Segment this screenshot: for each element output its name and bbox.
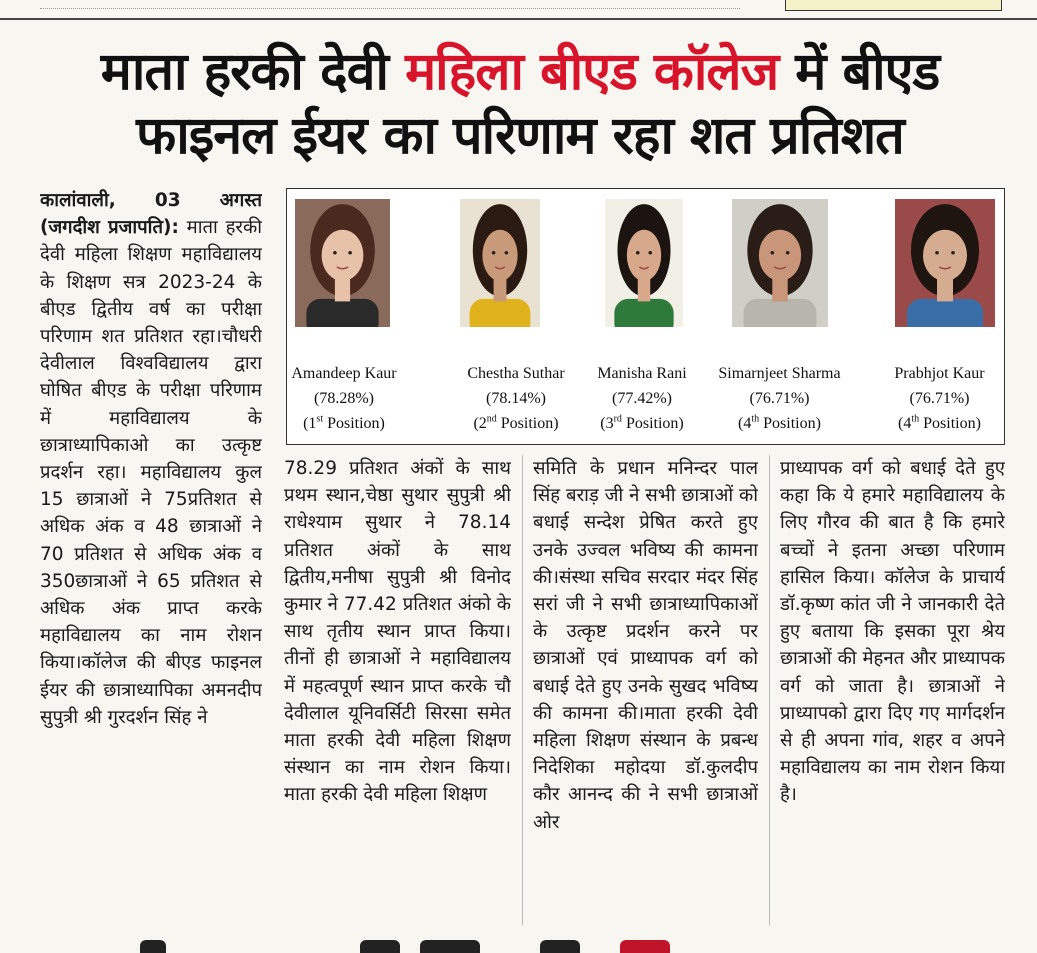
- article-column-1: [40, 187, 262, 927]
- top-right-box: [785, 0, 1002, 11]
- student-photo-icon: [732, 199, 828, 327]
- student-name: Chestha Suthar: [467, 365, 565, 382]
- student-name: Amandeep Kaur: [291, 365, 397, 382]
- student-position: (4th Position): [738, 413, 821, 432]
- student-position: (2nd Position): [473, 413, 559, 432]
- column-1-text: माता हरकी देवी महिला शिक्षण महाविद्यालय के शिक्षण सत्र 2023-24 के बीएड द्वितीय वर्ष का परीक्षा परिणाम शत प्रतिशत रहा।चौधरी देवीलाल विश्वविद्यालय द्वारा घोषित बीएड के परीक्षा परिणाम में महाविद्यालय के छात्राध्यापिकाओ का उत्कृष्ट प्रदर्शन रहा। महाविद्यालय कुल 15 छात्राओं ने 75प्रतिशत से अधिक अंक व 48 छात्राओं ने 70 प्रतिशत से अधिक अंक व 350छात्राओं ने 65 प्रतिशत से अधिक अंक प्राप्त करके महाविद्यालय का नाम रोशन किया।कॉलेज की बीएड फाइनल ईयर की छात्राध्यापिका अमनदीप सुपुत्री श्री गुरदर्शन सिंह ने: [40, 217, 262, 728]
- student-position: (3rd Position): [600, 413, 684, 432]
- top-strip: [0, 0, 1037, 20]
- column-divider: [769, 455, 770, 925]
- student-name: Prabhjot Kaur: [894, 365, 985, 382]
- student-photo-panel: [286, 188, 1005, 445]
- next-headline-edge: [120, 940, 720, 953]
- student-percent: (78.28%): [314, 390, 374, 407]
- student-name: Simarnjeet Sharma: [718, 365, 841, 382]
- headline-part-1: माता हरकी देवी: [100, 42, 406, 102]
- student-caption: [442, 361, 590, 436]
- student-caption: [289, 361, 399, 436]
- student-photo-icon: [605, 199, 683, 327]
- article-column-2: 78.29 प्रतिशत अंकों के साथ प्रथम स्थान,चेष्ठा सुथार सुपुत्री श्री राधेश्याम सुथार ने 78.14 प्रतिशत अंकों के साथ द्वितीय,मनीषा सुपुत्री श्री विनोद कुमार ने 77.42 प्रतिशत अंको के साथ तृतीय स्थान प्राप्त किया। तीनों ही छात्राओं ने महाविद्यालय में महत्वपूर्ण स्थान प्राप्त करके चौ देवीलाल यूनिवर्सिटी सिरसा समेत माता हरकी देवी महिला शिक्षण संस्थान का नाम रोशन किया। माता हरकी देवी महिला शिक्षण: [284, 458, 511, 806]
- student-percent: (76.71%): [909, 390, 970, 407]
- headline-line-2: फाइनल ईयर का परिणाम रहा शत प्रतिशत: [136, 106, 904, 166]
- student-position: (4th Position): [898, 413, 981, 432]
- dateline: कालांवाली, 03 अगस्त (जगदीश प्रजापति):: [40, 190, 262, 239]
- column-divider: [522, 455, 523, 925]
- headline-part-red: महिला बीएड कॉलेज: [405, 42, 779, 102]
- student-position: (1st Position): [303, 413, 385, 432]
- headline-line-1: [20, 40, 1020, 104]
- adjacent-article-edge: [1022, 20, 1037, 953]
- headline: [20, 40, 1020, 168]
- student-caption: [702, 361, 857, 436]
- headline-part-3: में बीएड: [778, 42, 940, 102]
- student-percent: (77.42%): [612, 390, 672, 407]
- student-photo-icon: [460, 199, 540, 327]
- student-name: Manisha Rani: [597, 365, 687, 382]
- student-percent: (76.71%): [749, 390, 810, 407]
- student-photo-icon: [895, 199, 995, 327]
- student-photo-icon: [295, 199, 390, 327]
- previous-article-edge: [40, 0, 740, 9]
- article-column-3: समिति के प्रधान मनिन्दर पाल सिंह बराड़ जी ने सभी छात्राओं को बधाई सन्देश प्रेषित करते हुए उनके उज्वल भविष्य की कामना की।संस्था सचिव सरदार मंदर सिंह सरां जी ने सभी छात्राध्यापिकाओं के उत्कृष्ट प्रदर्शन करने पर छात्राओं एवं प्राध्यापक वर्ग को बधाई देते हुए उनके सुखद भविष्य की कामना की।माता हरकी देवी महिला शिक्षण संस्थान के प्रबन्ध निदेशिका महोदया डॉ.कुलदीप कौर आनन्द की ने सभी छात्राओं ओर: [533, 458, 758, 833]
- article-column-4: प्राध्यापक वर्ग को बधाई देते हुए कहा कि ये हमारे महाविद्यालय के लिए गौरव की बात है कि हमारे बच्चों ने इतना अच्छा परिणाम हासिल किया। कॉलेज के प्राचार्य डॉ.कृष्ण कांत जी ने जानकारी देते हुए बताया कि इसका पूरा श्रेय छात्राओं की मेहनत और प्राध्यापक वर्ग को जाता है। छात्राओं ने प्राध्यापको द्वारा दिए गए मार्गदर्शन से ही अपना गांव, शहर व अपने महाविद्यालय का नाम रोशन किया है।: [780, 458, 1005, 806]
- student-caption: [583, 361, 701, 436]
- student-caption: [877, 361, 1002, 436]
- student-percent: (78.14%): [486, 390, 546, 407]
